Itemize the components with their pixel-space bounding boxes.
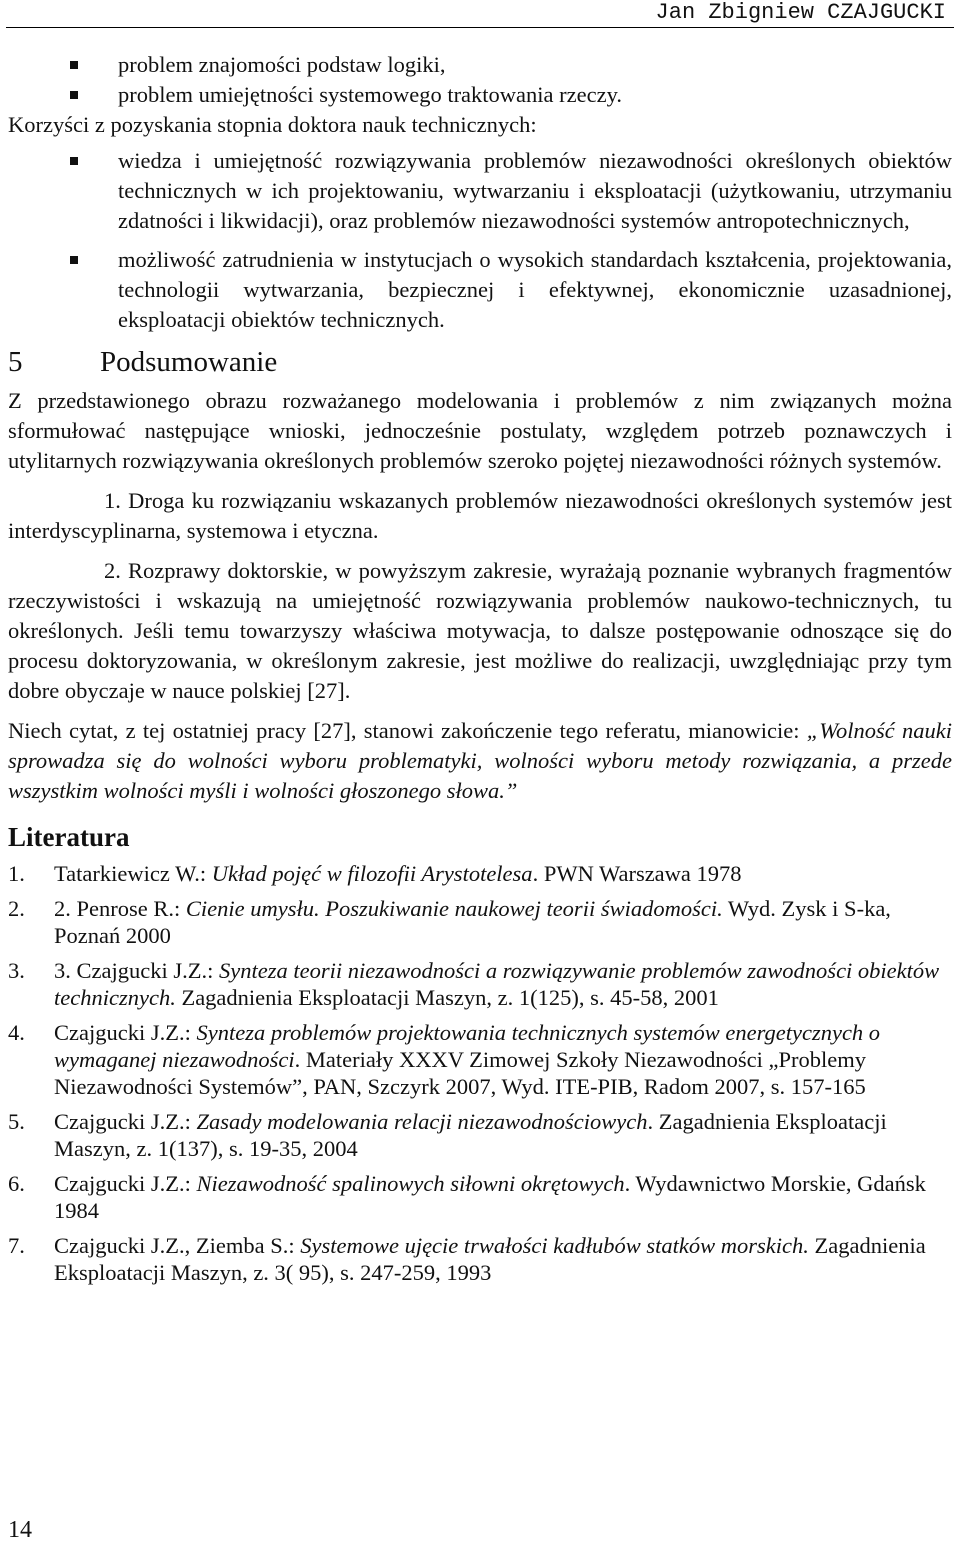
conclusion-2: 2. Rozprawy doktorskie, w powyższym zakresie, wyrażają poznanie wybranych fragmentów rzeczywistości i wskazują na umiejętność rozwiązywania problemów naukowo-technicznych, tu określonych. Jeśli temu towarzyszy właściwa motywacja, to dalsze postępowanie odnoszące się do procesu doktoryzowania, w określonym zakresie, jest możliwe do realizacji, uwzględniając przy tym dobre obyczaje w nauce polskiej [27]. [8, 558, 952, 703]
square-bullet-icon [70, 256, 78, 264]
summary-paragraph: Z przedstawionego obrazu rozważanego modelowania i problemów z nim związanych można sformułować następujące wnioski, jednocześnie postulaty, względem potrzeb poznawczych i utylitarnych rozwiązywania określonych problemów szeroko pojętej niezawodności różnych systemów. [8, 388, 952, 473]
reference-item: 7. Czajgucki J.Z., Ziemba S.: Systemowe ujęcie trwałości kadłubów statków morskich. Zagadnienia Eksploatacji Maszyn, z. 3( 95), s. 247-259, 1993 [8, 1233, 926, 1285]
square-bullet-icon [70, 61, 78, 69]
list-item: możliwość zatrudnienia w instytucjach o wysokich standardach kształcenia, projektowania, technologii wytwarzania, bezpiecznej i efektywnej, ekonomicznie uzasadnionej, eksploatacji obiektów technicznych. [8, 245, 952, 335]
reference-item: 6. Czajgucki J.Z.: Niezawodność spalinowych siłowni okrętowych. Wydawnictwo Morskie, Gdańsk 1984 [8, 1171, 926, 1223]
running-header [0, 0, 960, 30]
section-title: Podsumowanie [100, 346, 278, 378]
conclusion-1: 1. Droga ku rozwiązaniu wskazanych problemów niezawodności określonych systemów jest interdyscyplinarna, systemowa i etyczna. [8, 488, 952, 543]
bullet-list-problems [8, 50, 952, 110]
reference-item: 3. 3. Czajgucki J.Z.: Synteza teorii niezawodności a rozwiązywanie problemów zawodności obiektów technicznych. Zagadnienia Eksploatacji Maszyn, z. 1(125), s. 45-58, 2001 [8, 958, 940, 1010]
benefits-intro: Korzyści z pozyskania stopnia doktora nauk technicznych: [8, 112, 537, 137]
list-item: wiedza i umiejętność rozwiązywania problemów niezawodności określonych obiektów technicznych w ich projektowaniu, wytwarzaniu i eksploatacji (użytkowaniu, utrzymaniu zdatności i likwidacji), oraz problemów niezawodności systemów antropotechnicznych, [8, 146, 952, 236]
list-item: problem znajomości podstaw logiki, [8, 50, 952, 80]
closing-quote: „Wolność nauki sprowadza się do wolności wyboru problematyki, wolności wyboru metody rozwiązania, a przede wszystkim wolności myśli i wolności głoszonego słowa.” [8, 718, 952, 803]
section-heading [8, 344, 952, 380]
reference-item: 2. 2. Penrose R.: Cienie umysłu. Poszukiwanie naukowej teorii świadomości. Wyd. Zysk i S-ka, Poznań 2000 [8, 896, 891, 948]
reference-item: 5. Czajgucki J.Z.: Zasady modelowania relacji niezawodnościowych. Zagadnienia Eksploatacji Maszyn, z. 1(137), s. 19-35, 2004 [8, 1109, 887, 1161]
section-number: 5 [8, 346, 23, 378]
page-content [8, 50, 952, 1294]
literature-heading: Literatura [8, 822, 130, 852]
page-number: 14 [8, 1517, 32, 1543]
list-item: problem umiejętności systemowego traktowania rzeczy. [8, 80, 952, 110]
reference-item: 1. Tatarkiewicz W.: Układ pojęć w filozofii Arystotelesa. PWN Warszawa 1978 [8, 861, 742, 886]
bullet-list-benefits [8, 146, 952, 335]
header-author: Jan Zbigniew CZAJGUCKI [655, 0, 946, 25]
square-bullet-icon [70, 157, 78, 165]
reference-list [8, 860, 952, 1286]
reference-item: 4. Czajgucki J.Z.: Synteza problemów projektowania technicznych systemów energetycznych o wymaganej niezawodności. Materiały XXXV Zimowej Szkoły Niezawodności „Problemy Niezawodności Systemów”, PAN, Szczyrk 2007, Wyd. ITE-PIB, Radom 2007, s. 157-165 [8, 1020, 881, 1099]
header-rule [6, 27, 954, 28]
square-bullet-icon [70, 91, 78, 99]
closing-paragraph: Niech cytat, z tej ostatniej pracy [27], stanowi zakończenie tego referatu, mianowicie: „Wolność nauki sprowadza się do wolności wyboru problematyki, wolności wyboru metody rozwiązania, a przede wszystkim wolności myśli i wolności głoszonego słowa.” [8, 718, 952, 803]
